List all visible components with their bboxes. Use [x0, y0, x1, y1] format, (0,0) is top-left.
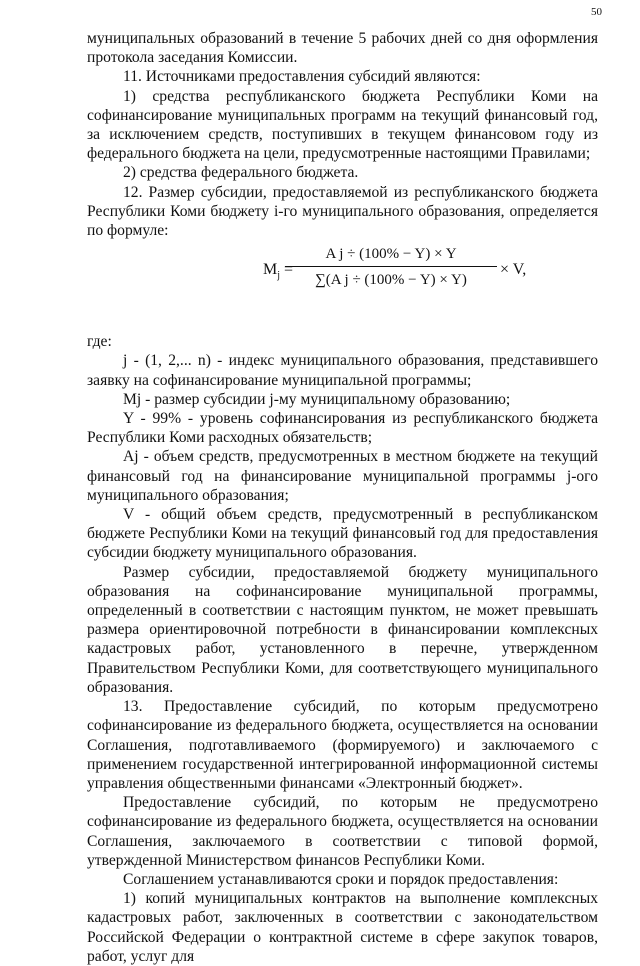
paragraph-source-1: 1) средства республиканского бюджета Республики Коми на софинансирование муниципальных программ на текущий финансовый год, за исключением средств, поступивших в текущем финансовом году из федерального бюджета на цели, предусмотренные настоящими Правилами; — [87, 87, 598, 163]
definition-j: j - (1, 2,... n) - индекс муниципального образования, представившего заявку на софинансирование муниципальной программы; — [87, 352, 598, 389]
paragraph-contract-copies: 1) копий муниципальных контрактов на выполнение комплексных кадастровых работ, заключенных в соответствии с законодательством Российской Федерации о контрактной системе в сфере закупок товаров, работ, услуг для — [87, 890, 598, 965]
paragraph-agreement-terms: Соглашением устанавливаются сроки и порядок предоставления: — [123, 870, 559, 888]
subsidy-formula — [87, 244, 598, 322]
paragraph-no-cofinancing: Предоставление субсидий, по которым не предусмотрено софинансирование из федерального бюджета, осуществляется на основании Соглашения, заключаемого в соответствии с типовой формой, утвержденной Министерством финансов Республики Коми. — [87, 794, 598, 869]
formula-denominator: ∑(A j ÷ (100% − Y) × Y) — [315, 272, 467, 289]
definition-v: V - общий объем средств, предусмотренный в республиканском бюджете Республики Коми на текущий финансовый год для предоставления субсидии бюджету муниципального образования. — [87, 506, 598, 562]
paragraph-continuation: муниципальных образований в течение 5 рабочих дней со дня оформления протокола заседания Комиссии. — [87, 30, 598, 67]
formula-lhs: $M_j$ = — [263, 261, 294, 282]
formula-fraction — [285, 244, 497, 291]
paragraph-item-13: 13. Предоставление субсидий, по которым предусмотрено софинансирование из федерального бюджета, осуществляется на основании Соглашения, подготавливаемого (формируемого) и заключаемого с применением государственной интегрированной информационной системы управления общественными финансами «Электронный бюджет». — [87, 698, 598, 792]
definition-mj: Mj - размер субсидии j-му муниципальному образованию; — [123, 390, 511, 408]
paragraph-item-11: 11. Источниками предоставления субсидий являются: — [123, 68, 481, 86]
where-label: где: — [87, 333, 112, 351]
formula-rhs: × V, — [500, 261, 527, 279]
page-number: 50 — [591, 6, 602, 18]
formula-numerator: A j ÷ (100% − Y) × Y — [325, 246, 457, 263]
definition-y: Y - 99% - уровень софинансирования из республиканского бюджета Республики Коми расходных обязательств; — [87, 410, 598, 447]
paragraph-source-2: 2) средства федерального бюджета. — [123, 164, 359, 182]
definition-aj: Aj - объем средств, предусмотренных в местном бюджете на текущий финансовый год на финансирование муниципальной программы j-ого муниципального образования; — [87, 448, 598, 504]
paragraph-subsidy-limit: Размер субсидии, предоставляемой бюджету муниципального образования на софинансирование муниципальной программы, определенный в соответствии с настоящим пунктом, не может превышать размера ориентировочной потребности в финансировании комплексных кадастровых работ, установленного в перечне, утвержденном Правительством Республики Коми, для соответствующего муниципального образования. — [87, 563, 598, 696]
paragraph-item-12: 12. Размер субсидии, предоставляемой из республиканского бюджета Республики Коми бюджету i-го муниципального образования, определяется по формуле: — [87, 183, 598, 240]
document-body — [87, 29, 598, 966]
fraction-bar — [285, 266, 497, 267]
